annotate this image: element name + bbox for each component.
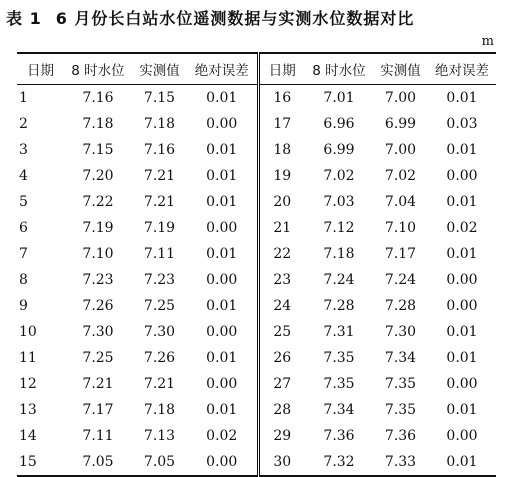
header-abs-error: 绝对误差 — [435, 63, 489, 79]
cell-measured: 7.16 — [143, 142, 176, 158]
cell-measured: 7.17 — [384, 246, 417, 262]
cell-abs-error: 0.00 — [206, 116, 238, 132]
cell-8am-level: 7.18 — [323, 246, 355, 262]
cell-measured: 7.34 — [384, 350, 417, 366]
cell-8am-level: 7.34 — [323, 402, 355, 418]
cell-8am-level: 7.20 — [82, 168, 114, 184]
cell-abs-error: 0.03 — [446, 116, 478, 132]
cell-date: 15 — [19, 454, 37, 470]
cell-abs-error: 0.01 — [446, 454, 478, 470]
cell-abs-error: 0.01 — [446, 90, 478, 106]
cell-date: 23 — [258, 267, 305, 293]
cell-8am-level: 7.36 — [323, 428, 355, 444]
cell-date: 4 — [19, 168, 28, 184]
cell-measured: 7.21 — [143, 376, 176, 392]
cell-date: 25 — [258, 319, 305, 345]
cell-measured: 7.13 — [143, 428, 176, 444]
cell-abs-error: 0.00 — [446, 376, 478, 392]
cell-8am-level: 7.17 — [82, 402, 114, 418]
cell-date: 5 — [19, 194, 28, 210]
cell-abs-error: 0.00 — [446, 168, 478, 184]
cell-date: 16 — [258, 85, 305, 112]
cell-date: 9 — [19, 298, 28, 314]
header-8am-level: 8 时水位 — [312, 63, 366, 79]
cell-8am-level: 7.12 — [323, 220, 355, 236]
cell-8am-level: 7.11 — [82, 428, 114, 444]
cell-measured: 7.24 — [384, 272, 417, 288]
cell-abs-error: 0.01 — [206, 142, 238, 158]
cell-abs-error: 0.01 — [206, 246, 238, 262]
cell-measured: 7.11 — [143, 246, 176, 262]
header-measured: 实测值 — [380, 63, 421, 79]
cell-measured: 7.25 — [143, 298, 176, 314]
cell-abs-error: 0.01 — [206, 168, 238, 184]
header-date: 日期 — [258, 53, 305, 85]
cell-abs-error: 0.00 — [206, 272, 238, 288]
cell-8am-level: 7.03 — [323, 194, 355, 210]
cell-8am-level: 7.02 — [323, 168, 355, 184]
cell-measured: 7.19 — [143, 220, 176, 236]
cell-date: 11 — [19, 350, 37, 366]
cell-measured: 7.28 — [384, 298, 417, 314]
cell-abs-error: 0.00 — [446, 428, 478, 444]
cell-8am-level: 7.01 — [323, 90, 355, 106]
cell-abs-error: 0.01 — [206, 402, 238, 418]
cell-8am-level: 7.19 — [82, 220, 114, 236]
cell-measured: 7.21 — [143, 168, 176, 184]
unit-label: m — [481, 34, 494, 49]
cell-abs-error: 0.01 — [446, 142, 478, 158]
table-row — [17, 423, 496, 449]
cell-8am-level: 7.22 — [82, 194, 114, 210]
header-date: 日期 — [27, 63, 54, 79]
cell-8am-level: 7.23 — [82, 272, 114, 288]
table-row — [17, 293, 496, 319]
cell-measured: 7.18 — [143, 116, 176, 132]
table-row — [17, 267, 496, 293]
cell-8am-level: 7.16 — [82, 90, 114, 106]
cell-abs-error: 0.01 — [446, 350, 478, 366]
cell-measured: 7.21 — [143, 194, 176, 210]
cell-abs-error: 0.01 — [446, 194, 478, 210]
cell-measured: 7.10 — [384, 220, 417, 236]
cell-8am-level: 6.96 — [323, 116, 355, 132]
cell-date: 22 — [258, 241, 305, 267]
cell-measured: 7.26 — [143, 350, 176, 366]
cell-date: 13 — [19, 402, 37, 418]
table-row — [17, 163, 496, 189]
table-row — [17, 449, 496, 476]
cell-date: 24 — [258, 293, 305, 319]
cell-date: 21 — [258, 215, 305, 241]
cell-abs-error: 0.01 — [206, 350, 238, 366]
cell-measured: 7.00 — [384, 90, 417, 106]
cell-date: 12 — [19, 376, 37, 392]
table-row — [17, 189, 496, 215]
header-row — [17, 53, 496, 85]
cell-8am-level: 7.15 — [82, 142, 114, 158]
table-row — [17, 137, 496, 163]
cell-abs-error: 0.00 — [446, 298, 478, 314]
cell-abs-error: 0.01 — [446, 324, 478, 340]
cell-abs-error: 0.02 — [446, 220, 478, 236]
cell-8am-level: 7.18 — [82, 116, 114, 132]
cell-abs-error: 0.01 — [206, 298, 238, 314]
table-row — [17, 215, 496, 241]
cell-8am-level: 7.35 — [323, 376, 355, 392]
cell-8am-level: 7.26 — [82, 298, 114, 314]
cell-date: 29 — [258, 423, 305, 449]
cell-measured: 7.00 — [384, 142, 417, 158]
cell-8am-level: 7.31 — [323, 324, 355, 340]
table-number: 表 1 — [6, 9, 42, 28]
table-row — [17, 345, 496, 371]
cell-8am-level: 7.32 — [323, 454, 355, 470]
table-title: 6 月份长白站水位遥测数据与实测水位数据对比 — [55, 9, 415, 28]
cell-abs-error: 0.01 — [446, 246, 478, 262]
cell-measured: 7.30 — [143, 324, 176, 340]
cell-date: 2 — [19, 116, 28, 132]
cell-8am-level: 7.21 — [82, 376, 114, 392]
cell-measured: 7.23 — [143, 272, 176, 288]
table-row — [17, 319, 496, 345]
cell-abs-error: 0.00 — [206, 376, 238, 392]
cell-date: 17 — [258, 111, 305, 137]
cell-date: 7 — [19, 246, 28, 262]
cell-measured: 7.04 — [384, 194, 417, 210]
table-row — [17, 371, 496, 397]
cell-date: 28 — [258, 397, 305, 423]
water-level-table — [17, 52, 496, 477]
cell-measured: 7.18 — [143, 402, 176, 418]
cell-measured: 7.05 — [143, 454, 176, 470]
table-caption — [6, 6, 414, 29]
cell-abs-error: 0.00 — [206, 220, 238, 236]
header-measured: 实测值 — [139, 63, 180, 79]
table-row — [17, 241, 496, 267]
cell-date: 14 — [19, 428, 37, 444]
cell-date: 10 — [19, 324, 37, 340]
cell-date: 19 — [258, 163, 305, 189]
cell-abs-error: 0.00 — [206, 454, 238, 470]
cell-measured: 7.30 — [384, 324, 417, 340]
cell-abs-error: 0.00 — [206, 324, 238, 340]
cell-date: 20 — [258, 189, 305, 215]
table-row — [17, 397, 496, 423]
table-row — [17, 85, 496, 112]
cell-8am-level: 6.99 — [323, 142, 355, 158]
cell-date: 1 — [19, 90, 28, 106]
header-8am-level: 8 时水位 — [71, 63, 125, 79]
cell-measured: 7.36 — [384, 428, 417, 444]
cell-measured: 7.35 — [384, 402, 417, 418]
cell-abs-error: 0.01 — [206, 90, 238, 106]
cell-measured: 7.15 — [143, 90, 176, 106]
cell-abs-error: 0.00 — [446, 272, 478, 288]
cell-8am-level: 7.24 — [323, 272, 355, 288]
cell-measured: 7.02 — [384, 168, 417, 184]
cell-date: 18 — [258, 137, 305, 163]
cell-measured: 6.99 — [384, 116, 417, 132]
cell-date: 3 — [19, 142, 28, 158]
cell-8am-level: 7.25 — [82, 350, 114, 366]
cell-8am-level: 7.05 — [82, 454, 114, 470]
cell-abs-error: 0.01 — [206, 194, 238, 210]
cell-8am-level: 7.10 — [82, 246, 114, 262]
cell-date: 26 — [258, 345, 305, 371]
cell-date: 27 — [258, 371, 305, 397]
cell-date: 8 — [19, 272, 28, 288]
cell-8am-level: 7.35 — [323, 350, 355, 366]
cell-date: 6 — [19, 220, 28, 236]
table-row — [17, 111, 496, 137]
cell-8am-level: 7.30 — [82, 324, 114, 340]
cell-measured: 7.33 — [384, 454, 417, 470]
cell-abs-error: 0.02 — [206, 428, 238, 444]
cell-8am-level: 7.28 — [323, 298, 355, 314]
cell-date: 30 — [258, 449, 305, 476]
cell-abs-error: 0.01 — [446, 402, 478, 418]
cell-measured: 7.35 — [384, 376, 417, 392]
header-abs-error: 绝对误差 — [194, 63, 249, 79]
